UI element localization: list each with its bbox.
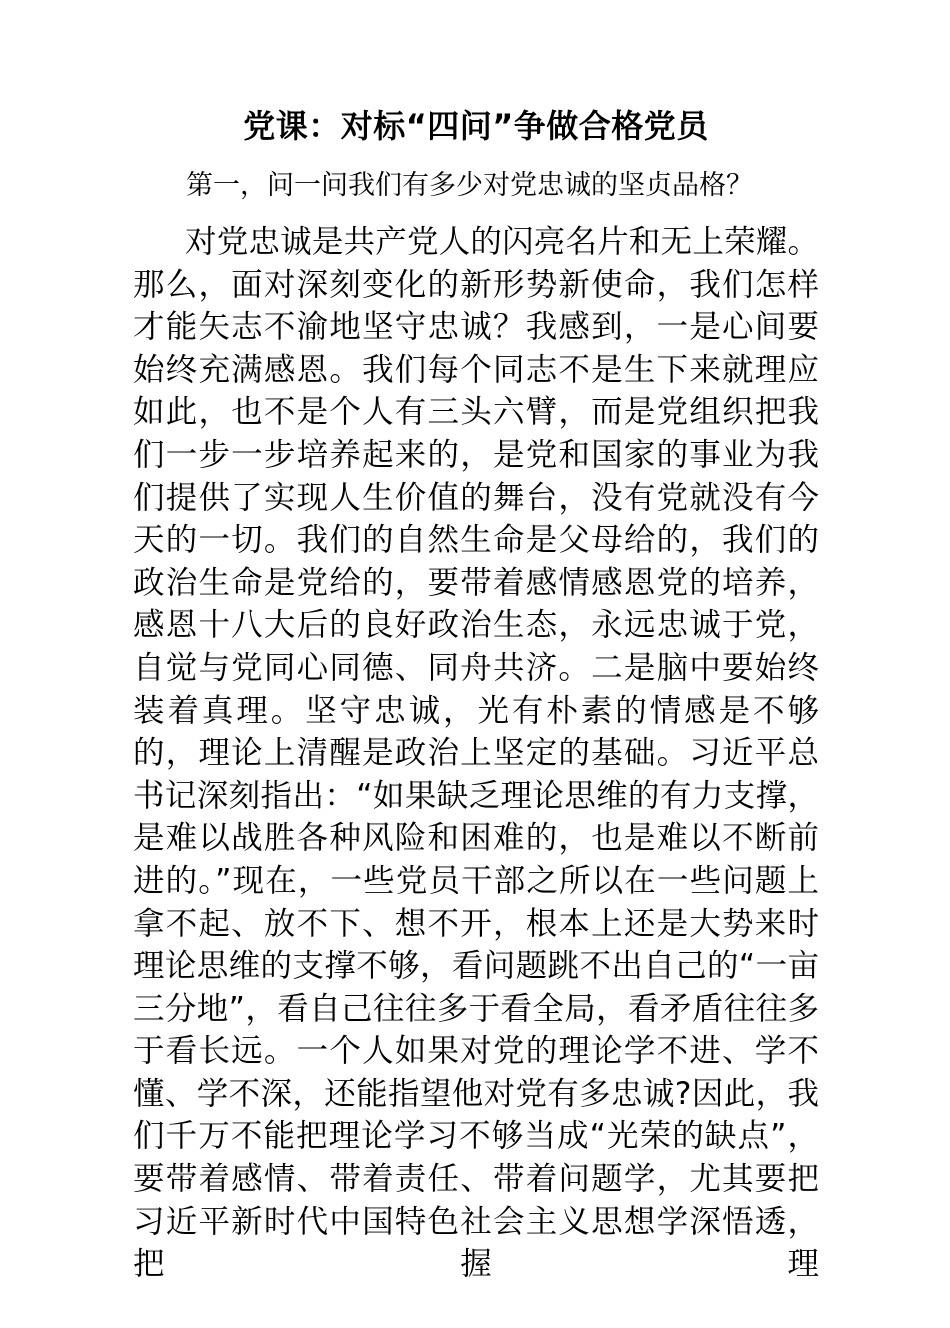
page-title: 党课：对标“四问”争做合格党员 [243,107,709,145]
document-text-column [133,0,819,1328]
section-subheading: 第一，问一问我们有多少对党忠诚的坚贞品格？ [186,170,753,201]
body-paragraph: 对党忠诚是共产党人的闪亮名片和无上荣耀。那么，面对深刻变化的新形势新使命，我们怎样才能矢志不渝地坚守忠诚？我感到，一是心间要始终充满感恩。我们每个同志不是生下来就理应如此，也不是个人有三头六臂，而是党组织把我们一步一步培养起来的，是党和国家的事业为我们提供了实现人生价值的舞台，没有党就没有今天的一切。我们的自然生命是父母给的，我们的政治生命是党给的，要带着感情感恩党的培养，感恩十八大后的良好政治生态，永远忠诚于党，自觉与党同心同德、同舟共济。二是脑中要始终装着真理。坚守忠诚，光有朴素的情感是不够的，理论上清醒是政治上坚定的基础。习近平总书记深刻指出：“如果缺乏理论思维的有力支撑，是难以战胜各种风险和困难的，也是难以不断前进的。”现在，一些党员干部之所以在一些问题上拿不起、放不下、想不开，根本上还是大势来时理论思维的支撑不够，看问题跳不出自己的“一亩三分地”，看自己往往多于看全局，看矛盾往往多于看长远。一个人如果对党的理论学不进、学不懂、学不深，还能指望他对党有多忠诚?因此，我们千万不能把理论学习不够当成“光荣的缺点”，要带着感情、带着责任、带着问题学，尤其要把习近平新时代中国特色社会主义思想学深悟透，把握理 [133,224,819,1283]
